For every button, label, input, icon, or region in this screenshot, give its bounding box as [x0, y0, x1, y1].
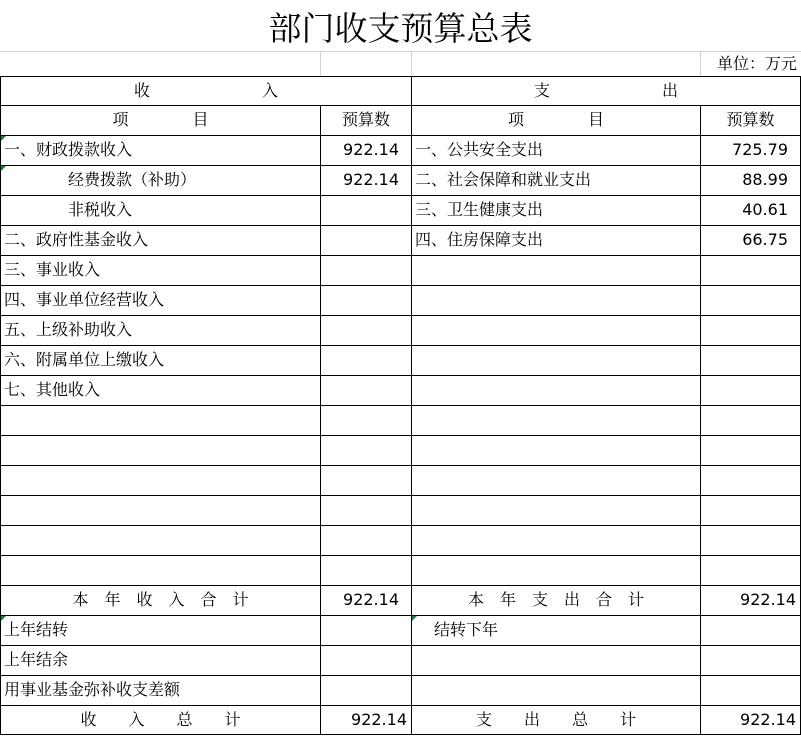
- grid-line: [320, 52, 321, 76]
- surplus-label: 上年结余: [4, 650, 69, 669]
- expense-item-header: 项 目: [507, 110, 604, 129]
- expense-budget-header: 预算数: [726, 110, 775, 129]
- expense-row-label: 四、住房保障支出: [415, 230, 544, 249]
- income-row-value: [321, 375, 411, 405]
- income-row-label: 三、事业收入: [4, 260, 101, 279]
- income-grand-total-value: 922.14: [351, 710, 407, 729]
- table-line: [0, 76, 1, 735]
- table-line: [0, 495, 801, 496]
- expense-row-label: 三、卫生健康支出: [415, 200, 544, 219]
- carry-out-label: 结转下年: [434, 620, 499, 639]
- page-title: 部门收支预算总表: [268, 9, 533, 48]
- cell-marker-icon: [1, 616, 6, 621]
- income-row-label: 一、财政拨款收入: [4, 140, 133, 159]
- expense-row-value: 725.79: [732, 140, 788, 159]
- income-row-label: 非税收入: [68, 200, 133, 219]
- expense-grand-total-value: 922.14: [740, 710, 796, 729]
- expense-row-value: 88.99: [742, 170, 788, 189]
- income-item-header: 项 目: [112, 110, 209, 129]
- income-row-value: [321, 285, 411, 315]
- income-section-header: 收 入: [133, 81, 278, 100]
- cell-marker-icon: [1, 136, 6, 141]
- carry-in-label: 上年结转: [4, 620, 69, 639]
- income-row-value: 922.14: [343, 140, 399, 159]
- income-row-label: 四、事业单位经营收入: [4, 290, 165, 309]
- unit-label: 单位：万元: [716, 54, 797, 73]
- expense-row-label: 一、公共安全支出: [415, 140, 544, 159]
- income-row-label: 二、政府性基金收入: [4, 230, 149, 249]
- income-budget-header: 预算数: [341, 110, 390, 129]
- expense-row-value: 40.61: [742, 200, 788, 219]
- expense-year-total-label: 本 年 支 出 合 计: [467, 590, 644, 609]
- income-row-value: [321, 345, 411, 375]
- income-row-value: 922.14: [343, 170, 399, 189]
- income-grand-total-label: 收 入 总 计: [80, 710, 241, 729]
- income-year-total-value: 922.14: [343, 590, 399, 609]
- grid-line: [700, 52, 701, 76]
- expense-row-label: 二、社会保障和就业支出: [415, 170, 592, 189]
- income-row-value: [321, 255, 411, 285]
- income-row-value: [321, 225, 411, 255]
- income-row-value: [321, 195, 411, 225]
- expense-grand-total-label: 支 出 总 计: [475, 710, 636, 729]
- income-year-total-label: 本 年 收 入 合 计: [72, 590, 249, 609]
- income-row-value: [321, 315, 411, 345]
- income-row-label: 经费拨款（补助）: [68, 170, 197, 189]
- grid-line: [411, 52, 412, 76]
- expense-row-value: 66.75: [742, 230, 788, 249]
- grid-line: [0, 51, 801, 52]
- table-line: [0, 465, 801, 466]
- expense-year-total-value: 922.14: [740, 590, 796, 609]
- table-line: [0, 435, 801, 436]
- table-line: [0, 405, 801, 406]
- table-line: [0, 525, 801, 526]
- cell-marker-icon: [1, 166, 6, 171]
- income-row-label: 六、附属单位上缴收入: [4, 350, 165, 369]
- fund-fill-label: 用事业基金弥补收支差额: [4, 680, 181, 699]
- income-row-label: 五、上级补助收入: [4, 320, 133, 339]
- table-line: [0, 555, 801, 556]
- income-row-label: 七、其他收入: [4, 380, 101, 399]
- table-line: [411, 76, 412, 735]
- expense-section-header: 支 出: [533, 81, 678, 100]
- cell-marker-icon: [412, 616, 417, 621]
